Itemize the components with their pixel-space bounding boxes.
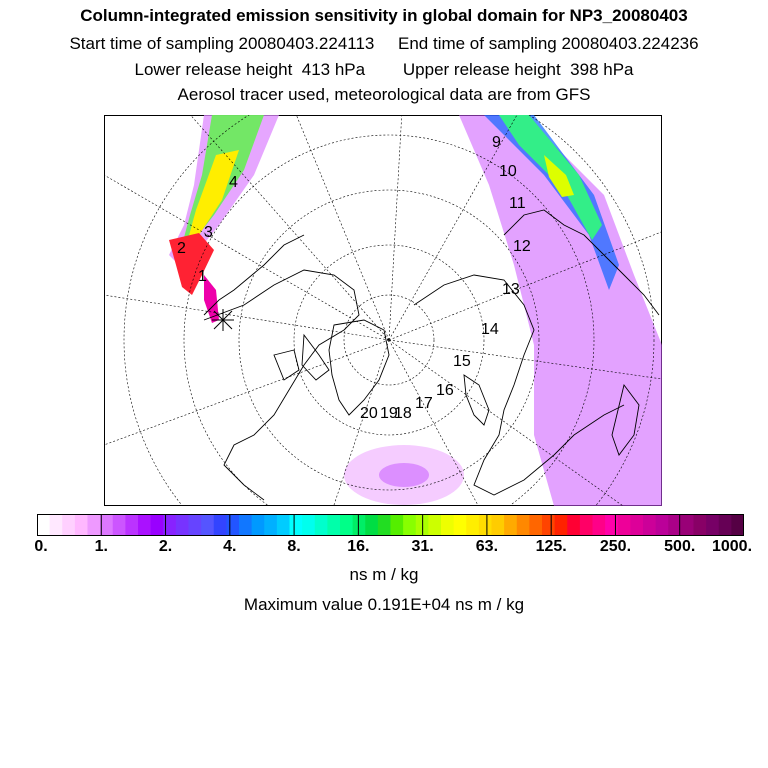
colorbar-swatch — [88, 514, 101, 536]
colorbar-swatch — [214, 514, 227, 536]
colorbar-tick-label: 31. — [411, 538, 434, 555]
release-height-line: Lower release height 413 hPa Upper release height 398 hPa — [134, 60, 634, 79]
colorbar-swatch — [151, 514, 164, 536]
colorbar-swatch — [731, 514, 744, 536]
colorbar-swatch — [201, 514, 214, 536]
colorbar-swatch — [466, 514, 479, 536]
colorbar-swatch — [62, 514, 75, 536]
colorbar-swatch — [113, 514, 126, 536]
emission-sensitivity-map — [104, 115, 662, 506]
colorbar-tick-label: 8. — [287, 538, 301, 555]
day-label-18: 18 — [394, 405, 412, 422]
storm-haze-core — [379, 463, 429, 487]
day-label-3: 3 — [204, 224, 213, 241]
colorbar-swatch — [492, 514, 505, 536]
colorbar-swatch — [694, 514, 707, 536]
day-label-12: 12 — [513, 238, 531, 255]
day-label-10: 10 — [499, 163, 517, 180]
colorbar-swatch — [504, 514, 517, 536]
colorbar-swatch — [226, 514, 239, 536]
colorbar-swatch — [315, 514, 328, 536]
colorbar-swatch — [264, 514, 277, 536]
colorbar-swatch — [391, 514, 404, 536]
day-label-20: 20 — [360, 405, 378, 422]
colorbar-swatch — [630, 514, 643, 536]
colorbar-swatch — [75, 514, 88, 536]
colorbar-tick-label: 16. — [347, 538, 370, 555]
colorbar-tick-label: 500. — [664, 538, 696, 555]
colorbar-swatch — [138, 514, 151, 536]
colorbar-swatch — [555, 514, 568, 536]
colorbar-swatch — [378, 514, 391, 536]
day-label-2: 2 — [177, 240, 186, 257]
colorbar-swatch — [719, 514, 732, 536]
colorbar-swatch — [340, 514, 353, 536]
colorbar-swatch — [567, 514, 580, 536]
colorbar-tick-label: 0. — [34, 538, 48, 555]
colorbar-swatch — [50, 514, 63, 536]
colorbar-swatch — [593, 514, 606, 536]
colorbar-tick-label: 1. — [94, 538, 108, 555]
plot-title: Column-integrated emission sensitivity in global domain for NP3_20080403 — [80, 6, 688, 25]
day-label-11: 11 — [509, 195, 526, 212]
colorbar-swatch — [327, 514, 340, 536]
colorbar-swatch — [403, 514, 416, 536]
colorbar-swatch — [618, 514, 631, 536]
colorbar-tick-label: 250. — [599, 538, 632, 555]
colorbar-swatch — [529, 514, 542, 536]
colorbar-swatch — [605, 514, 618, 536]
day-label-16: 16 — [436, 382, 454, 399]
day-label-15: 15 — [453, 353, 471, 370]
maximum-value-text: Maximum value 0.191E+04 ns m / kg — [243, 595, 525, 614]
colorbar-swatch — [454, 514, 467, 536]
sampling-time-line: Start time of sampling 20080403.224113 End time of sampling 20080403.224236 — [69, 34, 699, 53]
colorbar-swatch — [542, 514, 555, 536]
day-label-9: 9 — [492, 134, 501, 151]
colorbar-swatch — [239, 514, 252, 536]
colorbar-unit: ns m / kg — [349, 565, 419, 584]
colorbar-swatch — [302, 514, 315, 536]
colorbar-swatch — [643, 514, 656, 536]
colorbar-swatch — [580, 514, 593, 536]
colorbar-swatch — [100, 514, 113, 536]
day-label-19: 19 — [380, 405, 398, 422]
colorbar-tick-label: 125. — [535, 538, 567, 555]
day-label-13: 13 — [502, 281, 520, 298]
colorbar-swatch — [681, 514, 694, 536]
colorbar-swatch — [706, 514, 719, 536]
colorbar-swatch — [290, 514, 303, 536]
release-site-marker — [212, 309, 234, 331]
colorbar-swatch — [189, 514, 202, 536]
colorbar-swatch — [428, 514, 441, 536]
colorbar-swatch — [37, 514, 50, 536]
colorbar-swatch — [441, 514, 454, 536]
colorbar-swatch — [252, 514, 265, 536]
colorbar-swatch — [479, 514, 492, 536]
colorbar-tick-label: 4. — [223, 538, 237, 555]
colorbar — [37, 514, 744, 536]
colorbar-swatch — [277, 514, 290, 536]
colorbar-tick-label: 1000. — [711, 538, 753, 555]
colorbar-swatch — [517, 514, 530, 536]
colorbar-swatch — [353, 514, 366, 536]
colorbar-tick-label: 2. — [158, 538, 173, 555]
colorbar-tick-label: 63. — [475, 538, 499, 555]
day-label-1: 1 — [198, 268, 207, 285]
colorbar-swatch — [176, 514, 189, 536]
day-label-14: 14 — [481, 321, 499, 338]
colorbar-swatch — [125, 514, 138, 536]
tracer-info-line: Aerosol tracer used, meteorological data are from GFS — [177, 85, 591, 104]
colorbar-swatch — [365, 514, 378, 536]
day-label-17: 17 — [415, 395, 433, 412]
colorbar-swatch — [656, 514, 669, 536]
day-label-4: 4 — [229, 174, 238, 191]
